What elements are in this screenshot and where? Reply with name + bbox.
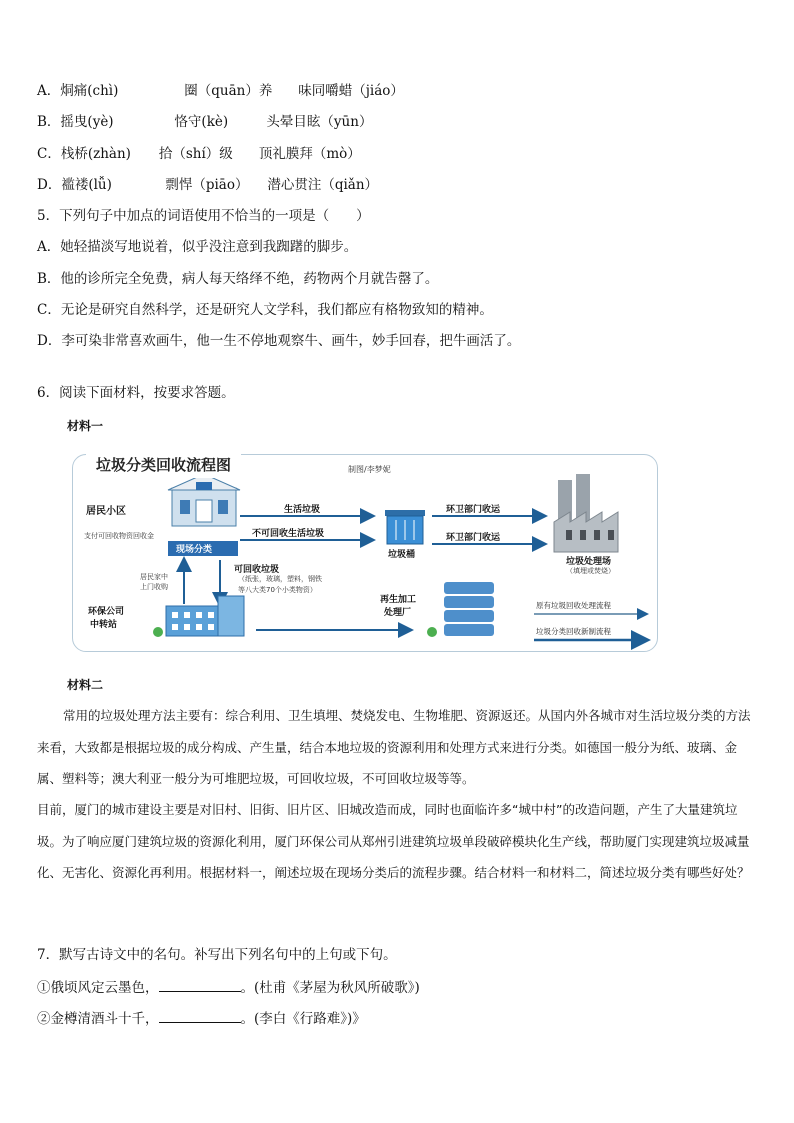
transfer-station-label-2: 中转站	[90, 620, 118, 630]
q7-line-2	[37, 1008, 366, 1028]
factory-icon	[554, 474, 618, 552]
option-word-2: 圈（quān）养	[184, 83, 273, 99]
q7-line-1-pre: ①俄顷风定云墨色，	[37, 980, 159, 996]
answer-blank-2[interactable]	[159, 1008, 241, 1023]
option-word-1: 褴褛(lǚ)	[61, 177, 112, 193]
plant-note: （填埋或焚烧）	[566, 567, 615, 575]
home-pickup-label-2: 上门收购	[140, 583, 168, 591]
q4-option-b	[37, 113, 372, 131]
option-word-2: 拾（shí）级	[158, 146, 233, 162]
transfer-station-label-1: 环保公司	[88, 607, 125, 617]
legend-old-label: 原有垃圾回收处理流程	[536, 601, 611, 610]
flowchart-title: 垃圾分类回收流程图	[86, 452, 241, 478]
q5-option-a: A．她轻描淡写地说着，似乎没注意到我踟躇的脚步。	[37, 239, 358, 255]
material-2-paragraph-1	[37, 700, 757, 795]
recycle-plant-label-1: 再生加工	[380, 595, 417, 605]
q5-stem: 5．下列句子中加点的词语使用不恰当的一项是（ ）	[37, 208, 370, 224]
plant-label: 垃圾处理场	[566, 557, 612, 567]
material-1-label: 材料一	[67, 419, 104, 433]
recycle-plant-label-2: 处理厂	[384, 608, 412, 618]
onsite-sort-label: 现场分类	[176, 545, 213, 555]
waste-flowchart	[72, 454, 658, 652]
q7-line-1	[37, 977, 420, 997]
trash-bin-icon	[385, 510, 425, 544]
option-letter: D．	[37, 177, 62, 193]
flowchart-credit: 制图/李梦妮	[348, 465, 391, 474]
q5-option-c: C．无论是研究自然科学，还是研究人文学科，我们都应有格物致知的精神。	[37, 302, 493, 318]
transfer-station-icon	[153, 596, 244, 637]
option-letter: A．	[37, 83, 61, 99]
residential-label: 居民小区	[86, 506, 126, 517]
option-word-3: 顶礼膜拜（mò）	[258, 146, 361, 162]
option-word-1: 栈桥(zhàn)	[60, 146, 131, 162]
q7-line-2-post: 。(李白《行路难》)》	[240, 1011, 366, 1027]
q4-option-a	[37, 82, 404, 100]
bin-label: 垃圾桶	[388, 550, 416, 560]
option-word-1: 烔痛(chì)	[60, 83, 119, 99]
legend-new-label: 垃圾分类回收新制流程	[536, 627, 611, 636]
q5-option-d: D．李可染非常喜欢画牛，他一生不停地观察牛、画牛，妙手回春，把牛画活了。	[37, 333, 521, 349]
recyclable-note-1: （纸张，玻璃，塑料，钢铁	[238, 575, 322, 583]
q7-line-2-pre: ②金樽清酒斗十千，	[37, 1011, 159, 1027]
option-letter: B．	[37, 114, 61, 130]
q7-line-1-post: 。(杜甫《茅屋为秋风所破歌》)	[240, 980, 420, 996]
paragraph-1-text: 常用的垃圾处理方法主要有：综合利用、卫生填埋、焚烧发电、生物堆肥、资源返还。从国内外各城市对生活垃圾分类的方法来看，大致都是根据垃圾的成分构成、产生量，结合本地垃圾的资源利用和处理方式来进行分类。如德国一般分为纸、玻璃、金属、塑料等；澳大利亚一般分为可堆肥垃圾，可回收垃圾，不可回收垃圾等等。	[37, 708, 751, 786]
sanitation-label-1: 环卫部门收运	[446, 505, 501, 515]
pay-note: 支付可回收物资回收金	[84, 532, 154, 540]
recyclable-label: 可回收垃圾	[234, 565, 280, 575]
option-word-2: 恪守(kè)	[174, 114, 229, 130]
sanitation-label-2: 环卫部门收运	[446, 533, 501, 543]
option-letter: C．	[37, 146, 61, 162]
option-word-3: 潜心贯注（qiǎn）	[267, 177, 379, 193]
answer-blank-1[interactable]	[159, 977, 241, 992]
paragraph-2-text: 目前，厦门的城市建设主要是对旧村、旧街、旧片区、旧城改造而成，同时也面临许多“城中村”的改造问题，产生了大量建筑垃圾。为了响应厦门建筑垃圾的资源化利用，厦门环保公司从郑州引进建筑垃圾单段破碎模块化生产线，帮助厦门实现建筑垃圾减量化、无害化、资源化再利用。根据材料一，阐述垃圾在现场分类后的流程步骤。结合材料一和材料二，简述垃圾分类有哪些好处？	[37, 802, 750, 880]
option-word-1: 摇曳(yè)	[60, 114, 114, 130]
option-word-3: 味同嚼蜡（jiáo）	[298, 83, 404, 99]
recycle-plant-icon	[427, 582, 494, 637]
q6-stem: 6．阅读下面材料，按要求答题。	[37, 385, 235, 401]
q5-option-b: B．他的诊所完全免费，病人每天络绎不绝，药物两个月就告罄了。	[37, 271, 439, 287]
option-word-2: 剽悍（piāo）	[165, 177, 249, 193]
q4-option-c	[37, 145, 361, 163]
residential-building-icon	[168, 474, 240, 526]
recyclable-note-2: 等八大类70个小类物资）	[238, 586, 317, 594]
flowchart-graphics	[72, 454, 658, 652]
household-waste-label: 生活垃圾	[284, 505, 321, 515]
home-pickup-label-1: 居民家中	[140, 573, 168, 581]
q4-option-d	[37, 176, 378, 194]
non-recyclable-label: 不可回收生活垃圾	[252, 529, 325, 539]
material-2-paragraph-2	[37, 794, 757, 889]
option-word-3: 头晕目眩（yūn）	[266, 114, 373, 130]
material-2-label: 材料二	[67, 678, 104, 692]
q7-stem: 7．默写古诗文中的名句。补写出下列名句中的上句或下句。	[37, 947, 397, 963]
